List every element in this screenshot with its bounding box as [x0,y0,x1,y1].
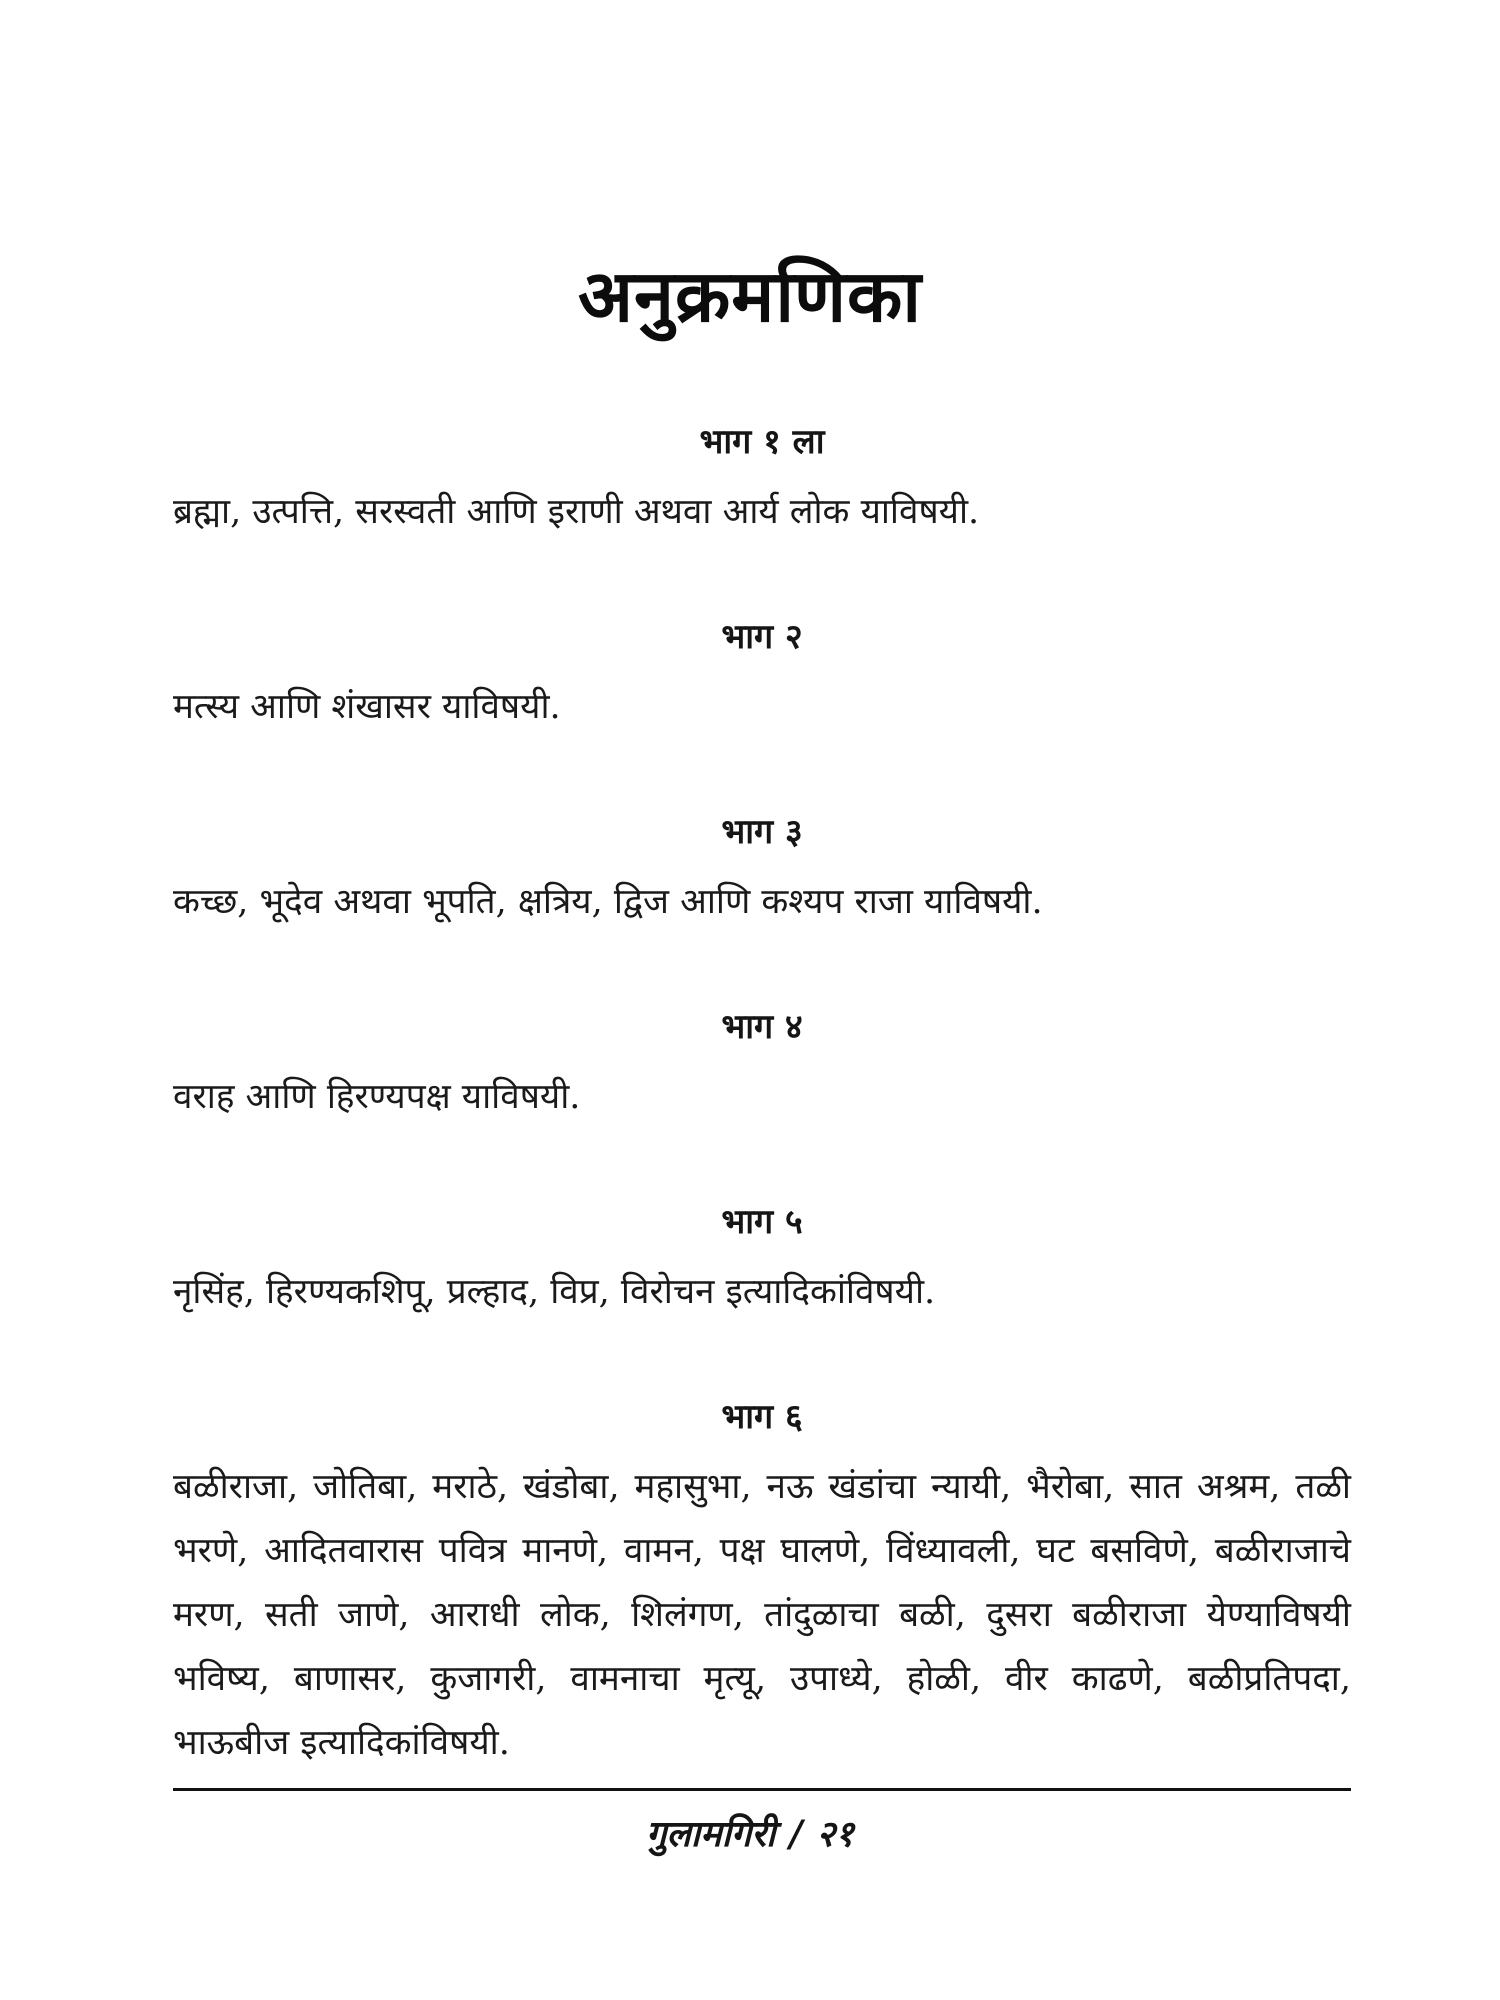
part-body: मत्स्य आणि शंखासर याविषयी. [173,687,561,727]
part-body: कच्छ, भूदेव अथवा भूपति, क्षत्रिय, द्विज आणि कश्यप राजा याविषयी. [173,882,1043,922]
part-heading: भाग २ [721,617,803,657]
part-heading: भाग १ ला [699,422,825,462]
page-title: अनुक्रमणिका [578,254,922,338]
part-heading: भाग ३ [721,812,803,852]
footer-separator: / [789,1813,803,1855]
part-heading: भाग ४ [721,1007,803,1047]
page-footer [0,1808,1500,1857]
footer-divider [173,1788,1351,1791]
part-body: वराह आणि हिरण्यपक्ष याविषयी. [173,1077,581,1117]
part-2 [173,613,1351,739]
part-heading: भाग ६ [721,1397,803,1437]
footer-book-title: गुलामगिरी [646,1813,776,1855]
part-3 [173,808,1351,934]
part-body: बळीराजा, जोतिबा, मराठे, खंडोबा, महासुभा, नऊ खंडांचा न्यायी, भैरोबा, सात अश्रम, तळी भरणे, आदितवारास पवित्र मानणे, वामन, पक्ष घालणे, विंध्यावली, घट बसविणे, बळीराजाचे मरण, सती जाणे, आराधी लोक, शिलंगण, तांदुळाचा बळी, दुसरा बळीराजा येण्याविषयी भविष्य, बाणासर, कुजागरी, वामनाचा मृत्यू, उपाध्ये, होळी, वीर काढणे, बळीप्रतिपदा, भाऊबीज इत्यादिकांविषयी. [173,1467,1351,1763]
part-5 [173,1198,1351,1324]
part-body: ब्रह्मा, उत्पत्ति, सरस्वती आणि इराणी अथवा आर्य लोक याविषयी. [173,492,980,532]
part-heading: भाग ५ [721,1202,803,1242]
part-1 [173,418,1351,544]
footer-page-number: २१ [816,1813,854,1855]
part-4 [173,1003,1351,1129]
part-body: नृसिंह, हिरण्यकशिपू, प्रल्हाद, विप्र, विरोचन इत्यादिकांविषयी. [173,1272,936,1312]
part-6 [173,1393,1351,1775]
